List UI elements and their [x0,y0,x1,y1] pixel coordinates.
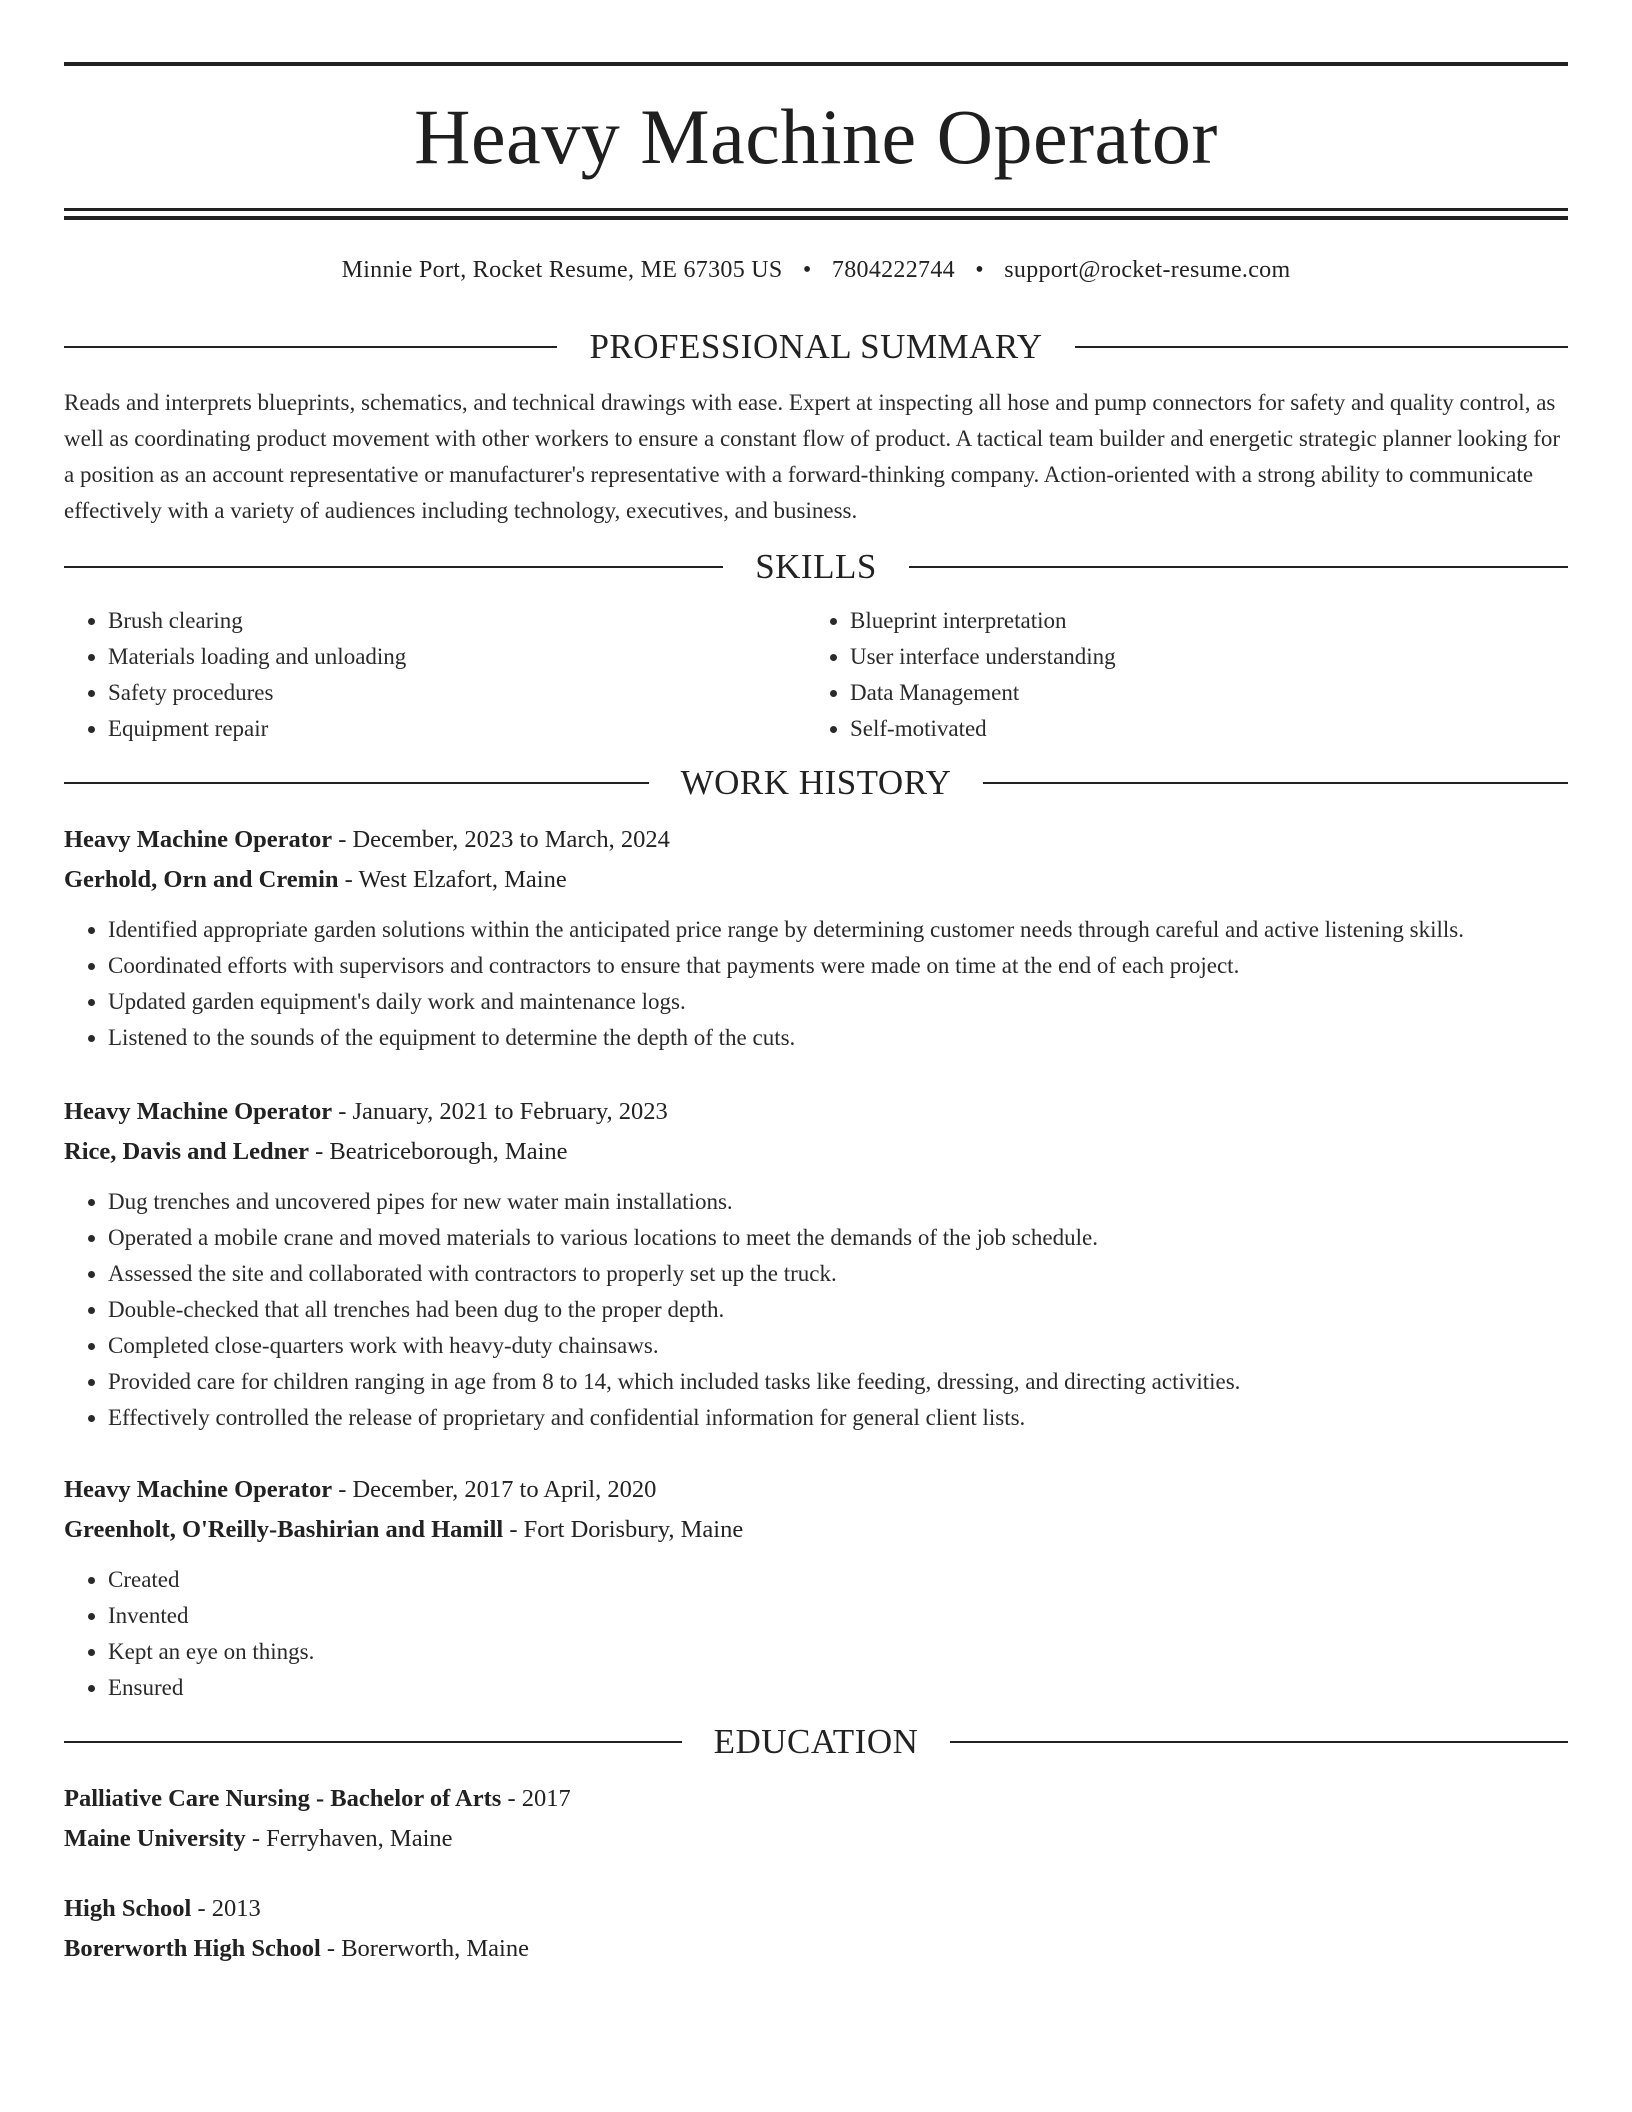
job-bullet: • Completed close-quarters work with heavy-duty chainsaws. [108,1328,1568,1364]
education-school: Borerworth High School [64,1935,321,1962]
job-company: Gerhold, Orn and Cremin [64,866,339,893]
skill-item: • Safety procedures [108,675,806,711]
job-entry [64,1092,1568,1436]
job-dates: - January, 2021 to February, 2023 [332,1098,668,1125]
heading-rule [64,346,557,348]
job-bullet: • Dug trenches and uncovered pipes for new water main installations. [108,1184,1568,1220]
heading-rule [983,782,1568,784]
work-heading [64,765,1568,800]
heading-rule [64,782,649,784]
job-bullet: • Updated garden equipment's daily work and maintenance logs. [108,984,1568,1020]
skill-item: • Equipment repair [108,711,806,747]
job-bullet: • Kept an eye on things. [108,1634,1568,1670]
education-degree-line [64,1889,1568,1929]
candidate-name: Heavy Machine Operator [414,93,1218,180]
heading-rule [950,1741,1568,1743]
education-degree: Palliative Care Nursing - Bachelor of Arts [64,1785,502,1812]
job-dates: - December, 2023 to March, 2024 [332,826,670,853]
job-bullets [64,1562,1568,1706]
education-year: - 2013 [191,1895,261,1922]
skill-item: • Self-motivated [850,711,1568,747]
job-title-line [64,1092,1568,1132]
contact-address: Minnie Port, Rocket Resume, ME 67305 US [341,257,783,283]
heading-rule [64,1741,682,1743]
skill-item: • Blueprint interpretation [850,603,1568,639]
skills-column-left [64,603,806,747]
skills-heading [64,549,1568,584]
skills-list [64,603,1568,747]
job-bullet: • Coordinated efforts with supervisors and contractors to ensure that payments were made on time at the end of each project. [108,948,1568,984]
job-bullet: • Operated a mobile crane and moved materials to various locations to meet the demands of the job schedule. [108,1220,1568,1256]
job-title: Heavy Machine Operator [64,1476,333,1503]
job-company-line [64,1132,1568,1172]
education-degree-line [64,1779,1568,1819]
job-title: Heavy Machine Operator [64,1098,333,1125]
job-bullet: • Assessed the site and collaborated with contractors to properly set up the truck. [108,1256,1568,1292]
skill-item: • User interface understanding [850,639,1568,675]
job-company: Greenholt, O'Reilly-Bashirian and Hamill [64,1516,504,1543]
skills-heading-label: SKILLS [755,547,877,586]
job-location: - Beatriceborough, Maine [309,1138,568,1165]
contact-phone: 7804222744 [831,257,955,283]
work-heading-label: WORK HISTORY [680,763,952,802]
job-location: - West Elzafort, Maine [338,866,567,893]
job-location: - Fort Dorisbury, Maine [503,1516,744,1543]
job-title-line [64,820,1568,860]
job-entry [64,820,1568,1056]
education-entry [64,1779,1568,1859]
job-dates: - December, 2017 to April, 2020 [332,1476,657,1503]
job-bullet: • Listened to the sounds of the equipment to determine the depth of the cuts. [108,1020,1568,1056]
job-bullet: • Identified appropriate garden solutions within the anticipated price range by determining customer needs through careful and active listening skills. [108,912,1568,948]
job-company-line [64,860,1568,900]
job-bullets [64,1184,1568,1436]
job-bullet: • Ensured [108,1670,1568,1706]
heading-rule [64,566,723,568]
education-year: - 2017 [501,1785,571,1812]
summary-heading [64,329,1568,364]
job-bullets [64,912,1568,1056]
job-bullet: • Created [108,1562,1568,1598]
contact-line [64,258,1568,282]
summary-text: Reads and interprets blueprints, schematics, and technical drawings with ease. Expert at inspecting all hose and pump connectors for safety and quality control, as well as coordinating product movement with other workers to ensure a constant flow of product. A tactical team builder and energetic strategic planner looking for a position as an account representative or manufacturer's representative with a forward-thinking company. Action-oriented with a strong ability to communicate effectively with a variety of audiences including technology, executives, and business. [64,390,1561,523]
summary-heading-label: PROFESSIONAL SUMMARY [589,327,1043,366]
contact-separator: • [802,257,812,283]
job-bullet: • Double-checked that all trenches had been dug to the proper depth. [108,1292,1568,1328]
education-school-line [64,1929,1568,1969]
job-bullet: • Invented [108,1598,1568,1634]
heading-rule [909,566,1568,568]
job-title-line [64,1470,1568,1510]
heading-rule [1075,346,1568,348]
skill-item: • Data Management [850,675,1568,711]
job-entry [64,1470,1568,1706]
education-location: - Borerworth, Maine [320,1935,529,1962]
education-location: - Ferryhaven, Maine [245,1825,453,1852]
education-entry [64,1889,1568,1969]
job-bullet: • Provided care for children ranging in age from 8 to 14, which included tasks like feeding, dressing, and directing activities. [108,1364,1568,1400]
header-top-rule [64,62,1568,66]
job-company-line [64,1510,1568,1550]
header-double-rule [64,208,1568,220]
skill-item: • Materials loading and unloading [108,639,806,675]
contact-email: support@rocket-resume.com [1004,257,1291,283]
education-school-line [64,1819,1568,1859]
education-heading [64,1724,1568,1759]
education-heading-label: EDUCATION [713,1722,919,1761]
skill-item: • Brush clearing [108,603,806,639]
job-title: Heavy Machine Operator [64,826,333,853]
job-bullet: • Effectively controlled the release of proprietary and confidential information for general client lists. [108,1400,1568,1436]
job-company: Rice, Davis and Ledner [64,1138,309,1165]
education-school: Maine University [64,1825,246,1852]
skills-column-right [806,603,1568,747]
contact-separator: • [975,257,984,283]
education-degree: High School [64,1895,192,1922]
